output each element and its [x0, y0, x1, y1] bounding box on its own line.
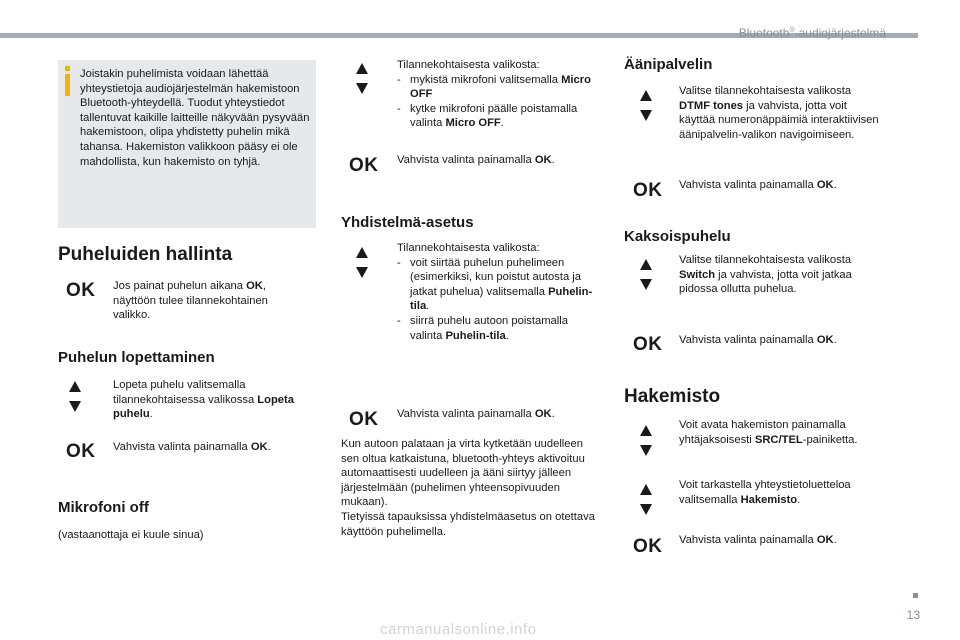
page-number: 13	[906, 608, 920, 622]
paragraph: Vahvista valinta painamalla OK.	[113, 441, 271, 453]
info-icon	[64, 66, 72, 98]
subsection-aanipalvelin: Äänipalvelin	[624, 56, 713, 73]
up-down-arrows-icon	[640, 484, 654, 516]
paragraph: Tilannekohtaisesta valikosta: - voit siirtää puhelun puhelimeen (esimerkiksi, kun poistut autosta ja jatkat puhelua) valitsemalla Puhelin-tila. - siirrä puhelu autoon poistamalla valinta Puhelin-tila.	[397, 242, 593, 342]
info-text: Joistakin puhelimista voidaan lähettää yhteystietoja audiojärjestelmän hakemistoon Bluetooth-yhteydellä. Tuodut yhteystiedot tallentuvat kaikille laitteille näkyvään pysyvään hakemistoon, olipa yhdistetty puhelin mikä tahansa. Hakemiston valikkoon pääsy ei ole mahdollista, kun hakemisto on tyhjä.	[80, 68, 310, 168]
subsection-puhelun-lopettaminen: Puhelun lopettaminen	[58, 349, 215, 366]
paragraph: Valitse tilannekohtaisesta valikosta Switch ja vahvista, jotta voit jatkaa pidossa ollutta puhelua.	[679, 254, 852, 296]
ok-button-icon: OK	[633, 536, 663, 557]
page-marker	[913, 593, 918, 598]
ok-button-icon: OK	[66, 441, 96, 462]
up-down-arrows-icon	[69, 381, 83, 413]
up-down-arrows-icon	[356, 63, 370, 95]
paragraph: Jos painat puhelun aikana OK, näyttöön tulee tilannekohtainen valikko.	[113, 280, 268, 322]
watermark: carmanualsonline.info	[380, 621, 537, 638]
paragraph: Vahvista valinta painamalla OK.	[679, 534, 837, 546]
paragraph: Voit avata hakemiston painamalla yhtäjaksoisesti SRC/TEL-painiketta.	[679, 419, 858, 446]
paragraph: Kun autoon palataan ja virta kytketään uudelleen sen oltua katkaistuna, bluetooth-yhteys aktivoituu automaattisesti uudelleen ja ääni siirtyy jälleen järjestelmään (puhelimen yhteensopivuuden mukaan). Tietyissä tapauksissa yhdistelmäasetus on otettava käyttöön puhelimella.	[341, 438, 595, 538]
up-down-arrows-icon	[640, 259, 654, 291]
ok-button-icon: OK	[349, 155, 379, 176]
section-title-hakemisto: Hakemisto	[624, 386, 721, 407]
paragraph: (vastaanottaja ei kuule sinua)	[58, 529, 204, 541]
paragraph: Valitse tilannekohtaisesta valikosta DTMF tones ja vahvista, jotta voit käyttää numeronäppäimiä interaktiivisen äänipalvelin-valikon navigoimiseen.	[679, 85, 879, 141]
chapter-title: Bluetooth®-audiojärjestelmä	[738, 26, 886, 40]
subsection-kaksoispuhelu: Kaksoispuhelu	[624, 228, 731, 245]
paragraph: Lopeta puhelu valitsemalla tilannekohtaisessa valikossa Lopeta puhelu.	[113, 379, 294, 421]
section-title-puheluiden-hallinta: Puheluiden hallinta	[58, 244, 233, 265]
subsection-yhdistelma-asetus: Yhdistelmä-asetus	[341, 214, 474, 231]
ok-button-icon: OK	[66, 280, 96, 301]
paragraph: Vahvista valinta painamalla OK.	[397, 408, 555, 420]
paragraph: Voit tarkastella yhteystietoluetteloa valitsemalla Hakemisto.	[679, 479, 851, 506]
ok-button-icon: OK	[633, 180, 663, 201]
ok-button-icon: OK	[633, 334, 663, 355]
subsection-mikrofoni-off: Mikrofoni off	[58, 499, 149, 516]
paragraph: Vahvista valinta painamalla OK.	[679, 334, 837, 346]
paragraph: Vahvista valinta painamalla OK.	[679, 179, 837, 191]
up-down-arrows-icon	[356, 247, 370, 279]
up-down-arrows-icon	[640, 90, 654, 122]
paragraph: Vahvista valinta painamalla OK.	[397, 154, 555, 166]
paragraph: Tilannekohtaisesta valikosta: - mykistä mikrofoni valitsemalla Micro OFF - kytke mikrofoni päälle poistamalla valinta Micro OFF.	[397, 59, 591, 130]
ok-button-icon: OK	[349, 409, 379, 430]
up-down-arrows-icon	[640, 425, 654, 457]
